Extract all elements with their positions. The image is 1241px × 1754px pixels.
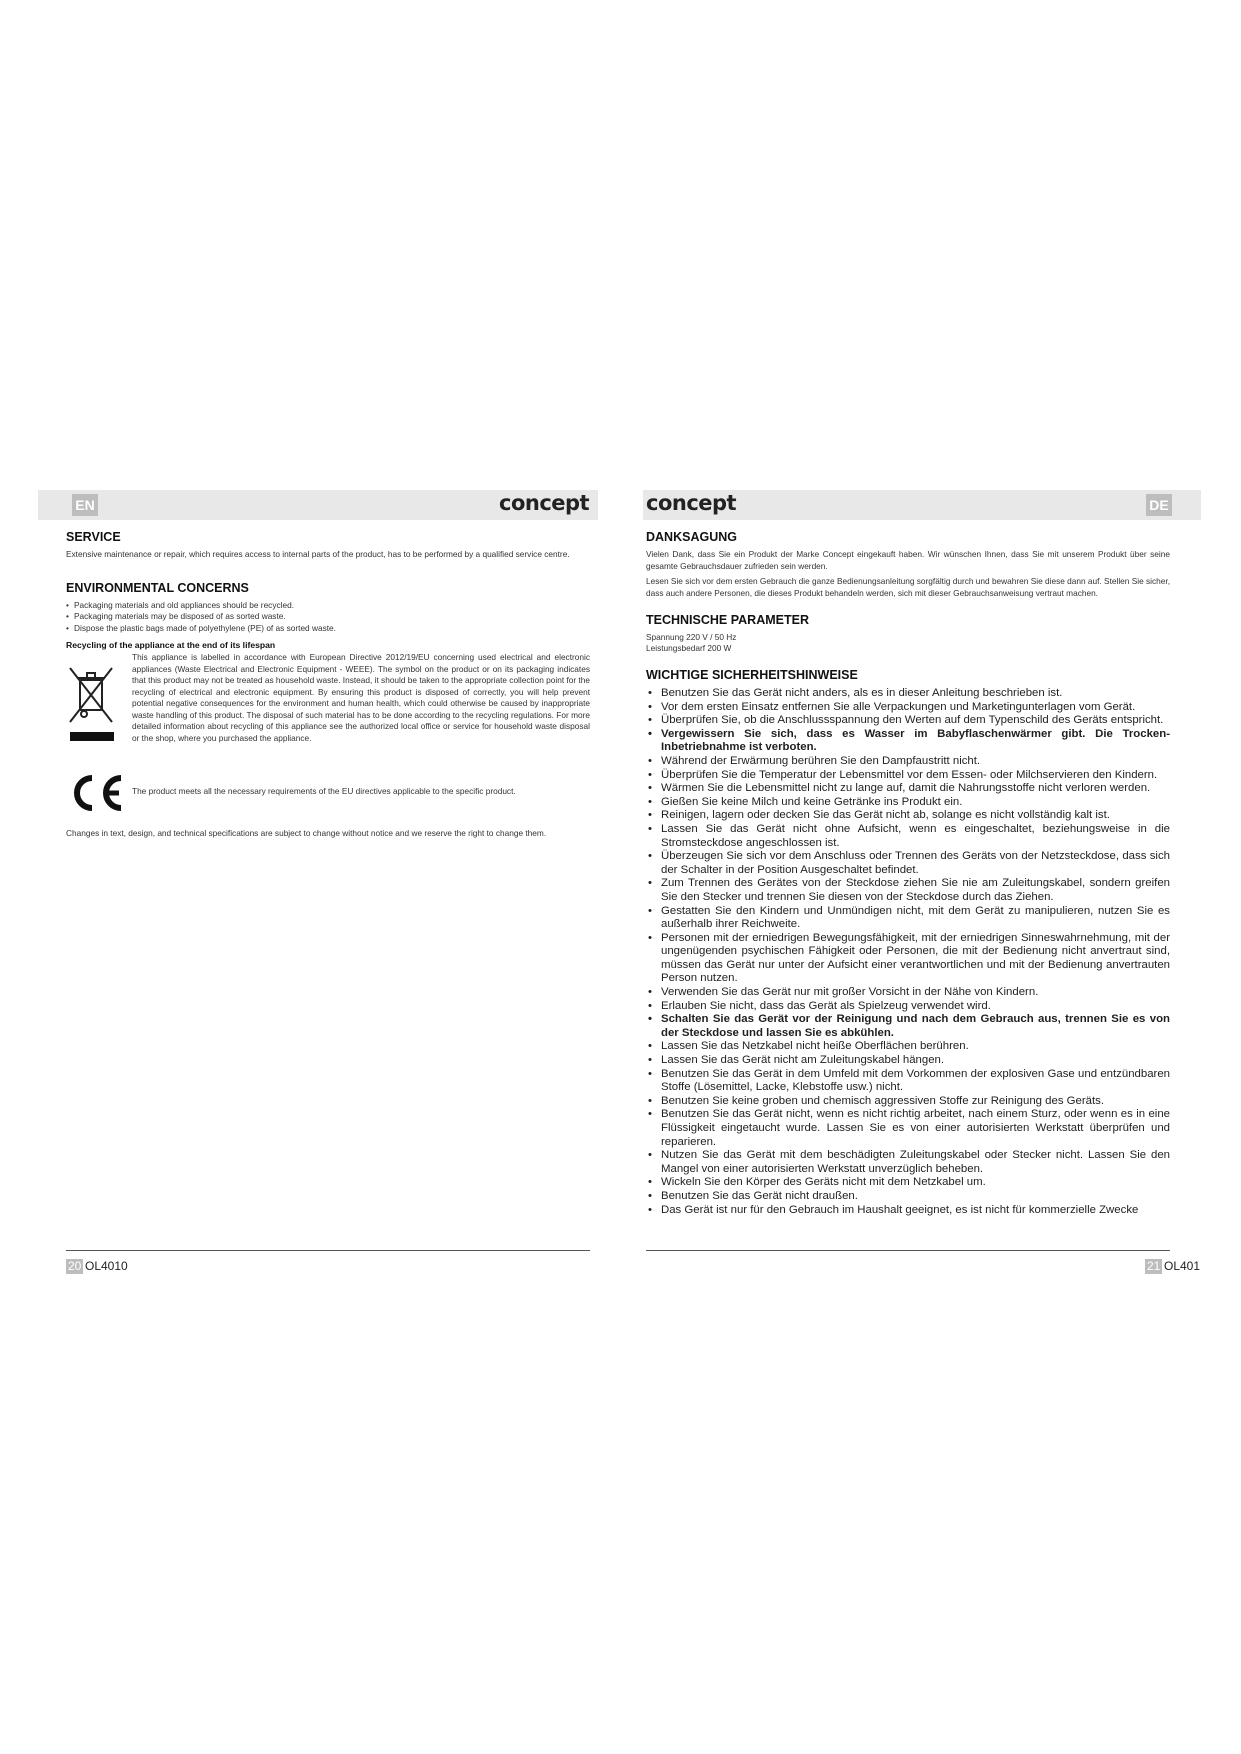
ce-block <box>66 772 590 820</box>
list-item: • Erlauben Sie nicht, dass das Gerät als Spielzeug verwendet wird. <box>646 1000 1170 1014</box>
recycling-text-wrap <box>132 652 590 744</box>
danksagung-heading: DANKSAGUNG <box>646 530 737 544</box>
list-item: • Gießen Sie keine Milch und keine Getränke ins Produkt ein. <box>646 796 1170 810</box>
list-item: • Zum Trennen des Gerätes von der Steckdose ziehen Sie nie am Zuleitungskabel, sondern greifen Sie den Stecker und trennen Sie diesen von der Steckdose durch das Ziehen. <box>646 877 1170 904</box>
list-item: • Lassen Sie das Netzkabel nicht heiße Oberflächen berühren. <box>646 1040 1170 1054</box>
language-badge-en: EN <box>72 494 98 516</box>
right-page-content <box>646 530 1170 1231</box>
service-text: Extensive maintenance or repair, which requires access to internal parts of the product, has to be performed by a qualified service centre. <box>66 549 570 559</box>
left-footer-rule <box>66 1250 590 1251</box>
list-item: • Das Gerät ist nur für den Gebrauch im Haushalt geeignet, es ist nicht für kommerzielle Zwecke <box>646 1204 1170 1218</box>
service-section <box>66 530 590 561</box>
list-item: • Überprüfen Sie die Temperatur der Lebensmittel vor dem Essen- oder Milchservieren den Kindern. <box>646 769 1170 783</box>
model-right: OL401 <box>1164 1259 1201 1273</box>
recycling-heading: Recycling of the appliance at the end of its lifespan <box>66 640 276 650</box>
ce-mark-icon <box>66 772 128 814</box>
sicherheit-heading: WICHTIGE SICHERHEITSHINWEISE <box>646 668 858 682</box>
page-number-left: 20 <box>68 1259 82 1273</box>
list-item: • Wärmen Sie die Lebensmittel nicht zu lange auf, damit die Nahrungsstoffe nicht verloren werden. <box>646 782 1170 796</box>
brand-logo-right: concept <box>646 491 737 515</box>
ce-text: The product meets all the necessary requirements of the EU directives applicable to the specific product. <box>132 786 516 796</box>
list-item: • Während der Erwärmung berühren Sie den Dampfaustritt nicht. <box>646 755 1170 769</box>
list-item: • Benutzen Sie das Gerät in dem Umfeld mit dem Vorkommen der explosiven Gase und entzündbaren Stoffe (Lösemittel, Lacke, Klebstoffe usw.) nicht. <box>646 1068 1170 1095</box>
left-page-content <box>66 530 590 840</box>
list-item: • Gestatten Sie den Kindern und Unmündigen nicht, mit dem Gerät zu manipulieren, nutzen Sie es außerhalb ihrer Reichweite. <box>646 905 1170 932</box>
page-number-right: 21 <box>1147 1259 1161 1273</box>
model-left: OL4010 <box>85 1259 128 1273</box>
list-item: • Vor dem ersten Einsatz entfernen Sie alle Verpackungen und Marketingunterlagen vom Gerät. <box>646 701 1170 715</box>
param-power: Leistungsbedarf 200 W <box>646 643 732 653</box>
danksagung-paragraph-2: Lesen Sie sich vor dem ersten Gebrauch die ganze Bedienungsanleitung sorgfältig durch und bewahren Sie diese dann auf. Stellen Sie sicher, dass auch andere Personen, die dieses Produkt behandeln werden, sich mit dieser Gebrauchsanweisung vertraut machen. <box>646 576 1170 598</box>
list-item: • Personen mit der erniedrigen Bewegungsfähigkeit, mit der erniedrigen Sinneswahrnehmung, mit der ungenügenden psychischen Fähigkeit oder Personen, die mit der Bedienung nicht anvertraut sind, müssen das Gerät nur unter der Aufsicht einer verantwortlichen und mit der Bedienung anvertrauten Person nutzen. <box>646 932 1170 986</box>
list-item: • Dispose the plastic bags made of polyethylene (PE) of as sorted waste. <box>66 623 590 635</box>
danksagung-section <box>646 530 1170 599</box>
safety-list <box>646 687 1170 1217</box>
list-item: • Benutzen Sie das Gerät nicht, wenn es nicht richtig arbeitet, nach einem Sturz, oder wenn es in eine Flüssigkeit eingetaucht wurde. Lassen Sie es von einer autorisierten Werkstatt überprüfen und reparieren. <box>646 1108 1170 1149</box>
left-page-header <box>38 490 598 520</box>
param-voltage: Spannung 220 V / 50 Hz <box>646 632 737 642</box>
right-footer-rule <box>646 1250 1170 1251</box>
list-item: • Schalten Sie das Gerät vor der Reinigung und nach dem Gebrauch aus, trennen Sie es von der Steckdose und lassen Sie es abkühlen. <box>646 1013 1170 1040</box>
list-item: • Lassen Sie das Gerät nicht ohne Aufsicht, wenn es eingeschaltet, beziehungsweise in die Stromsteckdose angeschlossen ist. <box>646 823 1170 850</box>
environmental-list <box>66 600 590 635</box>
list-item: • Benutzen Sie das Gerät nicht draußen. <box>646 1190 1170 1204</box>
list-item: • Verwenden Sie das Gerät nur mit großer Vorsicht in der Nähe von Kindern. <box>646 986 1170 1000</box>
technische-section <box>646 613 1170 654</box>
list-item: • Reinigen, lagern oder decken Sie das Gerät nicht ab, solange es nicht vollständig kalt ist. <box>646 809 1170 823</box>
danksagung-paragraph-1: Vielen Dank, dass Sie ein Produkt der Marke Concept eingekauft haben. Wir wünschen Ihnen, dass Sie mit unserem Produkt über seine gesamte Gebrauchsdauer zufrieden sein werden. <box>646 549 1170 571</box>
service-heading: SERVICE <box>66 530 121 544</box>
technische-heading: TECHNISCHE PARAMETER <box>646 613 809 627</box>
list-item: • Benutzen Sie das Gerät nicht anders, als es in dieser Anleitung beschrieben ist. <box>646 687 1170 701</box>
brand-logo-left: concept <box>499 491 590 515</box>
list-item: • Überprüfen Sie, ob die Anschlussspannung den Werten auf dem Typenschild des Geräts entspricht. <box>646 714 1170 728</box>
environmental-heading: ENVIRONMENTAL CONCERNS <box>66 580 249 595</box>
right-page-header <box>643 490 1201 520</box>
list-item: • Packaging materials and old appliances should be recycled. <box>66 600 590 612</box>
list-item: • Lassen Sie das Gerät nicht am Zuleitungskabel hängen. <box>646 1054 1170 1068</box>
recycling-block <box>66 652 590 764</box>
crossed-out-wheelie-bin-icon <box>68 666 116 746</box>
recycling-text: This appliance is labelled in accordance with European Directive 2012/19/EU concerning used electrical and electronic appliances (Waste Electrical and Electronic Equipment - WEEE). The symbol on the product or on its packaging indicates that this product may not be treated as household waste. Instead, it should be taken to the appropriate collection point for the recycling of electrical and electronic equipment. By ensuring this product is disposed of correctly, you will help prevent potential negative consequences for the environment and human health, which could otherwise be caused by inappropriate waste handling of this product. The disposal of such material has to be done according to the recycling regulations. For more detailed information about recycling of this appliance see the authorized local office or service for household waste disposal or the shop, where you purchased the appliance. <box>132 652 591 743</box>
list-item: • Wickeln Sie den Körper des Geräts nicht mit dem Netzkabel um. <box>646 1176 1170 1190</box>
list-item: • Nutzen Sie das Gerät mit dem beschädigten Zuleitungskabel oder Stecker nicht. Lassen Sie den Mangel von einer autorisierten Werkstatt unverzüglich beheben. <box>646 1149 1170 1176</box>
list-item: • Benutzen Sie keine groben und chemisch aggressiven Stoffe zur Reinigung des Geräts. <box>646 1095 1170 1109</box>
changes-notice: Changes in text, design, and technical specifications are subject to change without notice and we reserve the right to change them. <box>66 828 547 838</box>
list-item: • Überzeugen Sie sich vor dem Anschluss oder Trennen des Geräts von der Netzsteckdose, dass sich der Schalter in der Position Ausgeschaltet befindet. <box>646 850 1170 877</box>
sicherheit-section <box>646 668 1170 1217</box>
environmental-section <box>66 581 590 635</box>
language-badge-de: DE <box>1146 494 1172 516</box>
ce-text-wrap <box>132 786 590 798</box>
list-item: • Vergewissern Sie sich, dass es Wasser im Babyflaschenwärmer gibt. Die Trocken-Inbetriebnahme ist verboten. <box>646 728 1170 755</box>
list-item: • Packaging materials may be disposed of as sorted waste. <box>66 611 590 623</box>
